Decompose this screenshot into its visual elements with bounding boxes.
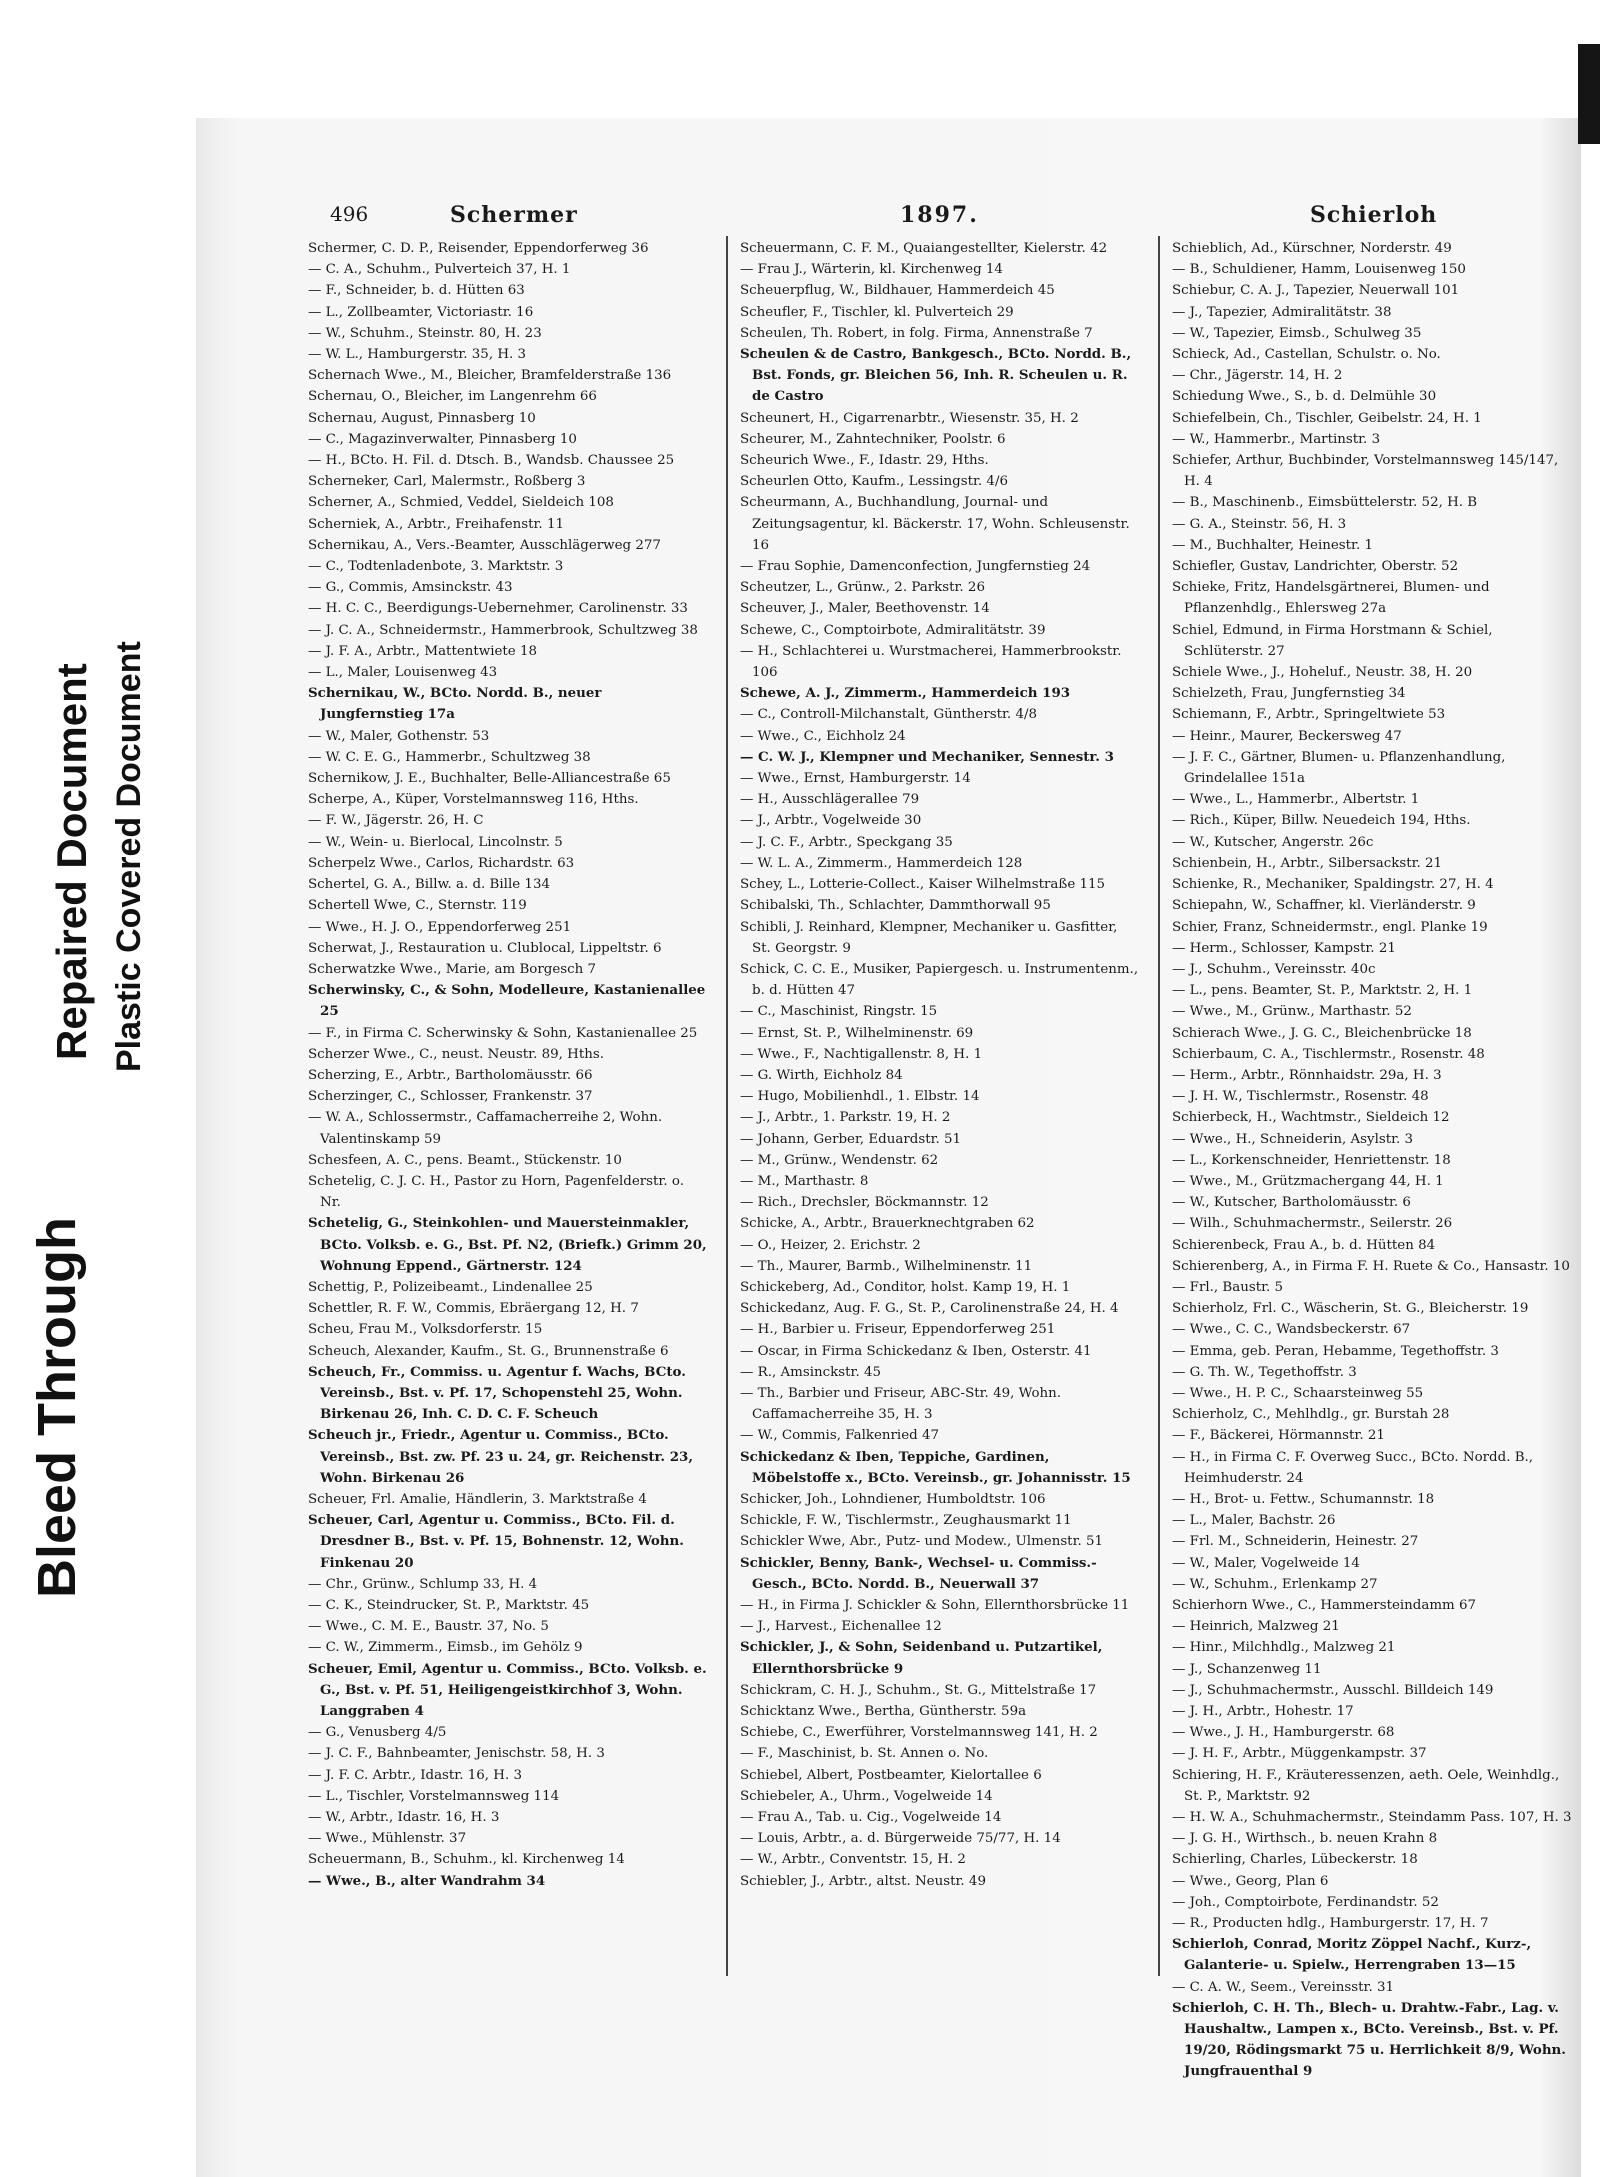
- directory-entry: Schermer, C. D. P., Reisender, Eppendorferweg 36: [308, 241, 649, 256]
- directory-entry: — J. C. A., Schneidermstr., Hammerbrook, Schultzweg 38: [308, 622, 698, 638]
- directory-entry: Schiepahn, W., Schaffner, kl. Vierländerstr. 9: [1172, 898, 1476, 914]
- directory-entry: Schiering, H. F., Kräuteressenzen, aeth. Oele, Weinhdlg., St. P., Marktstr. 92: [1172, 1767, 1560, 1804]
- directory-entry: Schiefler, Gustav, Landrichter, Oberstr. 52: [1172, 559, 1459, 575]
- directory-entry: — H., Schlachterei u. Wurstmacherei, Hammerbrookstr. 106: [740, 643, 1122, 681]
- directory-entry: — Emma, geb. Peran, Hebamme, Tegethoffstr. 3: [1172, 1343, 1499, 1359]
- directory-entry: Scheu, Frau M., Volksdorferstr. 15: [308, 1322, 543, 1338]
- directory-entry: — L., Zollbeamter, Victoriastr. 16: [308, 304, 534, 320]
- directory-entry: — Hinr., Milchhdlg., Malzweg 21: [1172, 1640, 1396, 1656]
- directory-entry: — Wwe., Mühlenstr. 37: [308, 1831, 467, 1847]
- directory-entry: Schicker, Joh., Lohndiener, Humboldtstr. 106: [740, 1491, 1046, 1507]
- directory-entry: — W., Hammerbr., Martinstr. 3: [1172, 431, 1381, 447]
- stamp-plastic-covered-document: Plastic Covered Document: [110, 641, 148, 1072]
- directory-entry: — L., Maler, Louisenweg 43: [308, 665, 498, 681]
- directory-entry: — W. C. E. G., Hammerbr., Schultzweg 38: [308, 749, 591, 765]
- directory-page: [210, 196, 1580, 2146]
- directory-entry: Schierenbeck, Frau A., b. d. Hütten 84: [1172, 1237, 1436, 1253]
- directory-entry: Schickedanz, Aug. F. G., St. P., Carolinenstraße 24, H. 4: [740, 1301, 1119, 1317]
- directory-entry: Schewe, A. J., Zimmerm., Hammerdeich 193: [740, 685, 1071, 702]
- directory-entry: — Wwe., F., Nachtigallenstr. 8, H. 1: [740, 1046, 983, 1062]
- directory-entry: — F., in Firma C. Scherwinsky & Sohn, Kastanienallee 25: [308, 1025, 698, 1041]
- directory-entry: Schierach Wwe., J. G. C., Bleichenbrücke 18: [1172, 1025, 1472, 1041]
- directory-entry: Schiebe, C., Ewerführer, Vorstelmannsweg 141, H. 2: [740, 1725, 1098, 1741]
- directory-entry: — G. A., Steinstr. 56, H. 3: [1172, 516, 1347, 532]
- directory-entry: — H. C. C., Beerdigungs-Uebernehmer, Carolinenstr. 33: [308, 601, 688, 617]
- directory-entry: — Frl. M., Schneiderin, Heinestr. 27: [1172, 1534, 1419, 1550]
- page-number: 496: [330, 202, 369, 226]
- directory-entry: — Heinrich, Malzweg 21: [1172, 1619, 1340, 1635]
- column-rule: [726, 236, 728, 1976]
- directory-entry: Scheuerpflug, W., Bildhauer, Hammerdeich 45: [740, 283, 1055, 299]
- directory-entry: — Herm., Arbtr., Rönnhaidstr. 29a, H. 3: [1172, 1067, 1442, 1083]
- directory-entry: — H., Barbier u. Friseur, Eppendorferweg 251: [740, 1322, 1056, 1338]
- column-rule: [1158, 236, 1160, 1976]
- directory-entry: — W., Schuhm., Erlenkamp 27: [1172, 1576, 1378, 1592]
- directory-column-2: [740, 238, 1140, 1998]
- directory-entry: Schickedanz & Iben, Teppiche, Gardinen, Möbelstoffe x., BCto. Vereinsb., gr. Johannisstr. 15: [740, 1448, 1131, 1486]
- directory-entry: — Wwe., B., alter Wandrahm 34: [308, 1872, 546, 1889]
- directory-entry: — Th., Barbier und Friseur, ABC-Str. 49, Wohn. Caffamacherreihe 35, H. 3: [740, 1385, 1062, 1423]
- directory-entry: — M., Marthastr. 8: [740, 1173, 869, 1189]
- stamp-repaired-document: Repaired Document: [48, 663, 95, 1060]
- directory-entry: — Frau J., Wärterin, kl. Kirchenweg 14: [740, 262, 1003, 278]
- directory-entry: Schieke, Fritz, Handelsgärtnerei, Blumen- und Pflanzenhdlg., Ehlersweg 27a: [1172, 580, 1490, 617]
- directory-entry: — L., pens. Beamter, St. P., Marktstr. 2, H. 1: [1172, 983, 1473, 999]
- directory-entry: — Joh., Comptoirbote, Ferdinandstr. 52: [1172, 1894, 1439, 1910]
- directory-entry: — L., Maler, Bachstr. 26: [1172, 1513, 1336, 1529]
- directory-entry: — W., Schuhm., Steinstr. 80, H. 23: [308, 325, 542, 341]
- directory-entry: — Rich., Küper, Billw. Neuedeich 194, Hths.: [1172, 813, 1471, 829]
- directory-entry: — H., BCto. H. Fil. d. Dtsch. B., Wandsb. Chaussee 25: [308, 453, 675, 469]
- directory-entry: Scherniek, A., Arbtr., Freihafenstr. 11: [308, 516, 564, 532]
- directory-entry: Scherneker, Carl, Malermstr., Roßberg 3: [308, 474, 586, 490]
- directory-entry: — Heinr., Maurer, Beckersweg 47: [1172, 728, 1402, 744]
- directory-entry: — Wwe., H. J. O., Eppendorferweg 251: [308, 919, 572, 935]
- directory-entry: — Wwe., C., Eichholz 24: [740, 728, 906, 744]
- directory-entry: Schierloh, C. H. Th., Blech- u. Drahtw.-Fabr., Lag. v. Haushaltw., Lampen x., BCto. Vereinsb., Bst. v. Pf. 19/20, Rödingsmarkt 75 u. Herrlichkeit 8/9, Wohn. Jungfrauenthal 9: [1172, 1999, 1566, 2080]
- directory-entry: — Th., Maurer, Barmb., Wilhelminenstr. 11: [740, 1258, 1033, 1274]
- head-right-title: Schierloh: [1310, 202, 1438, 228]
- directory-entry: — W., Arbtr., Idastr. 16, H. 3: [308, 1810, 500, 1826]
- directory-entry: — J. H. F., Arbtr., Müggenkampstr. 37: [1172, 1746, 1427, 1762]
- directory-entry: Schielzeth, Frau, Jungfernstieg 34: [1172, 686, 1406, 702]
- directory-entry: — R., Amsinckstr. 45: [740, 1364, 881, 1380]
- directory-entry: — W., Maler, Vogelweide 14: [1172, 1555, 1360, 1571]
- directory-entry: — Wilh., Schuhmachermstr., Seilerstr. 26: [1172, 1216, 1453, 1232]
- directory-entry: Scheulen & de Castro, Bankgesch., BCto. Nordd. B., Bst. Fonds, gr. Bleichen 56, Inh. R. Scheulen u. R. de Castro: [740, 346, 1132, 405]
- directory-entry: Scheuer, Carl, Agentur u. Commiss., BCto. Fil. d. Dresdner B., Bst. v. Pf. 15, Bohnenstr. 12, Wohn. Finkenau 20: [308, 1512, 684, 1571]
- directory-entry: — F., Maschinist, b. St. Annen o. No.: [740, 1746, 989, 1762]
- directory-entry: — Frau Sophie, Damenconfection, Jungfernstieg 24: [740, 559, 1091, 575]
- directory-entry: Schertell Wwe, C., Sternstr. 119: [308, 898, 527, 914]
- directory-entry: Scheuch, Alexander, Kaufm., St. G., Brunnenstraße 6: [308, 1343, 669, 1359]
- directory-entry: Schiemann, F., Arbtr., Springeltwiete 53: [1172, 707, 1446, 723]
- directory-entry: — J. F. A., Arbtr., Mattentwiete 18: [308, 643, 538, 659]
- directory-entry: Schierhorn Wwe., C., Hammersteindamm 67: [1172, 1598, 1477, 1613]
- directory-entry: Schickle, F. W., Tischlermstr., Zeughausmarkt 11: [740, 1513, 1072, 1529]
- directory-entry: Scheunert, H., Cigarrenarbtr., Wiesenstr. 35, H. 2: [740, 410, 1079, 426]
- directory-entry: Scheuer, Emil, Agentur u. Commiss., BCto. Volksb. e. G., Bst. v. Pf. 51, Heiligengeistkirchhof 3, Wohn. Langgraben 4: [308, 1660, 707, 1720]
- directory-entry: — J. C. F., Bahnbeamter, Jenischstr. 58, H. 3: [308, 1746, 605, 1762]
- directory-entry: Schiefer, Arthur, Buchbinder, Vorstelmannsweg 145/147, H. 4: [1172, 453, 1559, 490]
- directory-entry: Schicktanz Wwe., Bertha, Güntherstr. 59a: [740, 1704, 1027, 1720]
- directory-entry: — Wwe., H., Schneiderin, Asylstr. 3: [1172, 1131, 1414, 1147]
- directory-entry: — F. W., Jägerstr. 26, H. C: [308, 813, 484, 829]
- directory-entry: Schernikau, A., Vers.-Beamter, Ausschlägerweg 277: [308, 537, 661, 553]
- directory-entry: — Wwe., M., Grünw., Marthastr. 52: [1172, 1004, 1412, 1020]
- directory-entry: — J. F. C., Gärtner, Blumen- u. Pflanzenhandlung, Grindelallee 151a: [1172, 749, 1506, 787]
- directory-entry: Scherwat, J., Restauration u. Clublocal, Lippeltstr. 6: [308, 940, 662, 956]
- directory-entry: — J. H. W., Tischlermstr., Rosenstr. 48: [1172, 1089, 1429, 1105]
- directory-entry: — W. L. A., Zimmerm., Hammerdeich 128: [740, 855, 1023, 871]
- directory-entry: Schiedung Wwe., S., b. d. Delmühle 30: [1172, 389, 1437, 405]
- stamp-bleed-through: Bleed Through: [27, 1217, 87, 1598]
- directory-entry: — W., Kutscher, Angerstr. 26c: [1172, 834, 1374, 850]
- directory-entry: — M., Grünw., Wendenstr. 62: [740, 1152, 939, 1168]
- directory-entry: — Chr., Jägerstr. 14, H. 2: [1172, 368, 1343, 384]
- directory-entry: Schiele Wwe., J., Hoheluf., Neustr. 38, H. 20: [1172, 665, 1473, 681]
- directory-entry: — Wwe., J. H., Hamburgerstr. 68: [1172, 1725, 1395, 1741]
- directory-entry: — R., Producten hdlg., Hamburgerstr. 17, H. 7: [1172, 1916, 1489, 1932]
- directory-entry: — Wwe., M., Grützmachergang 44, H. 1: [1172, 1173, 1444, 1189]
- directory-entry: — C. A. W., Seem., Vereinsstr. 31: [1172, 1979, 1394, 1995]
- directory-entry: Schetelig, G., Steinkohlen- und Mauersteinmakler, BCto. Volksb. e. G., Bst. Pf. N2, (Briefk.) Grimm 20, Wohnung Eppend., Gärtnerstr. 124: [308, 1215, 707, 1274]
- directory-entry: — W., Wein- u. Bierlocal, Lincolnstr. 5: [308, 834, 563, 850]
- directory-entry: Schiebler, J., Arbtr., altst. Neustr. 49: [740, 1873, 986, 1889]
- directory-entry: — J., Tapezier, Admiralitätstr. 38: [1172, 304, 1392, 320]
- directory-entry: — Herm., Schlosser, Kampstr. 21: [1172, 940, 1396, 956]
- directory-entry: — Chr., Grünw., Schlump 33, H. 4: [308, 1576, 538, 1592]
- directory-entry: Schickler Wwe, Abr., Putz- und Modew., Ulmenstr. 51: [740, 1534, 1104, 1550]
- directory-entry: — G. Th. W., Tegethoffstr. 3: [1172, 1364, 1357, 1380]
- directory-entry: Schibalski, Th., Schlachter, Dammthorwall 95: [740, 898, 1051, 914]
- directory-entry: — G., Commis, Amsinckstr. 43: [308, 580, 513, 596]
- directory-entry: — Wwe., C. M. E., Baustr. 37, No. 5: [308, 1619, 549, 1635]
- directory-entry: — H., in Firma C. F. Overweg Succ., BCto. Nordd. B., Heimhuderstr. 24: [1172, 1449, 1534, 1486]
- directory-entry: — J. H., Arbtr., Hohestr. 17: [1172, 1704, 1354, 1720]
- directory-entry: — J., Arbtr., 1. Parkstr. 19, H. 2: [740, 1110, 951, 1126]
- directory-entry: Schicke, A., Arbtr., Brauerknechtgraben 62: [740, 1216, 1035, 1232]
- directory-entry: — W., Commis, Falkenried 47: [740, 1428, 939, 1444]
- directory-entry: Schiefelbein, Ch., Tischler, Geibelstr. 24, H. 1: [1172, 410, 1482, 426]
- directory-entry: Scherpe, A., Küper, Vorstelmannsweg 116, Hths.: [308, 792, 639, 808]
- directory-entry: — Wwe., C. C., Wandsbeckerstr. 67: [1172, 1322, 1411, 1338]
- directory-entry: — H., in Firma J. Schickler & Sohn, Ellernthorsbrücke 11: [740, 1598, 1130, 1613]
- directory-entry: Schier, Franz, Schneidermstr., engl. Planke 19: [1172, 919, 1488, 935]
- directory-entry: Schernach Wwe., M., Bleicher, Bramfelderstraße 136: [308, 368, 672, 384]
- directory-entry: — Frau A., Tab. u. Cig., Vogelweide 14: [740, 1810, 1002, 1826]
- directory-entry: — F., Schneider, b. d. Hütten 63: [308, 283, 525, 299]
- directory-entry: Scheutzer, L., Grünw., 2. Parkstr. 26: [740, 580, 985, 596]
- running-head: [210, 196, 1580, 232]
- directory-entry: Schierloh, Conrad, Moritz Zöppel Nachf., Kurz-, Galanterie- u. Spielw., Herrengraben 13—15: [1172, 1936, 1532, 1974]
- directory-entry: — M., Buchhalter, Heinestr. 1: [1172, 537, 1374, 553]
- directory-entry: — Oscar, in Firma Schickedanz & Iben, Osterstr. 41: [740, 1343, 1092, 1359]
- directory-entry: Schierholz, C., Mehlhdlg., gr. Burstah 28: [1172, 1407, 1450, 1423]
- directory-entry: — H., Ausschlägerallee 79: [740, 792, 920, 808]
- directory-entry: Schickler, Benny, Bank-, Wechsel- u. Commiss.-Gesch., BCto. Nordd. B., Neuerwall 37: [740, 1554, 1097, 1592]
- directory-entry: Schickram, C. H. J., Schuhm., St. G., Mittelstraße 17: [740, 1682, 1097, 1698]
- directory-entry: — W. A., Schlossermstr., Caffamacherreihe 2, Wohn. Valentinskamp 59: [308, 1110, 663, 1147]
- directory-entry: Scheufler, F., Tischler, kl. Pulverteich 29: [740, 304, 1014, 320]
- directory-entry: Scheuermann, C. F. M., Quaiangestellter, Kielerstr. 42: [740, 241, 1108, 256]
- directory-entry: Schierbaum, C. A., Tischlermstr., Rosenstr. 48: [1172, 1046, 1485, 1062]
- directory-entry: Schieck, Ad., Castellan, Schulstr. o. No.: [1172, 347, 1441, 363]
- directory-entry: — J. F. C. Arbtr., Idastr. 16, H. 3: [308, 1767, 523, 1783]
- directory-entry: Schesfeen, A. C., pens. Beamt., Stückenstr. 10: [308, 1152, 622, 1168]
- directory-entry: Scherzing, E., Arbtr., Bartholomäusstr. 66: [308, 1067, 593, 1083]
- directory-entry: — J., Arbtr., Vogelweide 30: [740, 813, 922, 829]
- directory-entry: Scheuer, Frl. Amalie, Händlerin, 3. Marktstraße 4: [308, 1491, 647, 1507]
- directory-entry: Scheurlen Otto, Kaufm., Lessingstr. 4/6: [740, 474, 1008, 490]
- directory-entry: — Louis, Arbtr., a. d. Bürgerweide 75/77, H. 14: [740, 1831, 1061, 1847]
- directory-entry: Schiel, Edmund, in Firma Horstmann & Schiel, Schlüterstr. 27: [1172, 622, 1493, 659]
- directory-entry: — H. W. A., Schuhmachermstr., Steindamm Pass. 107, H. 3: [1172, 1810, 1572, 1826]
- directory-entry: Scherwinsky, C., & Sohn, Modelleure, Kastanienallee 25: [308, 982, 706, 1020]
- directory-entry: — C., Todtenladenbote, 3. Marktstr. 3: [308, 559, 564, 575]
- directory-entry: — W., Maler, Gothenstr. 53: [308, 728, 490, 744]
- directory-entry: — L., Korkenschneider, Henriettenstr. 18: [1172, 1152, 1451, 1168]
- directory-entry: Scheuch jr., Friedr., Agentur u. Commiss., BCto. Vereinsb., Bst. zw. Pf. 23 u. 24, gr. Reichenstr. 23, Wohn. Birkenau 26: [308, 1427, 693, 1486]
- directory-entry: Schernikow, J. E., Buchhalter, Belle-Alliancestraße 65: [308, 771, 671, 787]
- directory-entry: — J., Harvest., Eichenallee 12: [740, 1619, 942, 1635]
- directory-entry: Schewe, C., Comptoirbote, Admiralitätstr. 39: [740, 622, 1046, 638]
- directory-entry: — G. Wirth, Eichholz 84: [740, 1067, 903, 1083]
- directory-entry: Schienke, R., Mechaniker, Spaldingstr. 27, H. 4: [1172, 877, 1494, 893]
- directory-entry: Schernikau, W., BCto. Nordd. B., neuer Jungfernstieg 17a: [308, 685, 602, 723]
- directory-entry: — J., Schuhmachermstr., Ausschl. Billdeich 149: [1172, 1682, 1494, 1698]
- directory-entry: Schierbeck, H., Wachtmstr., Sieldeich 12: [1172, 1110, 1450, 1126]
- directory-entry: — F., Bäckerei, Hörmannstr. 21: [1172, 1428, 1385, 1444]
- directory-entry: — Wwe., Georg, Plan 6: [1172, 1873, 1329, 1889]
- directory-entry: Schierenberg, A., in Firma F. H. Ruete & Co., Hansastr. 10: [1172, 1258, 1570, 1274]
- directory-entry: Scherzinger, C., Schlosser, Frankenstr. 37: [308, 1089, 593, 1105]
- directory-entry: — Wwe., Ernst, Hamburgerstr. 14: [740, 771, 971, 787]
- directory-entry: — Rich., Drechsler, Böckmannstr. 12: [740, 1195, 989, 1211]
- directory-column-3: [1172, 238, 1572, 2080]
- directory-entry: — C. W., Zimmerm., Eimsb., im Gehölz 9: [308, 1640, 583, 1656]
- directory-entry: Schernau, August, Pinnasberg 10: [308, 410, 536, 426]
- directory-entry: — W. L., Hamburgerstr. 35, H. 3: [308, 347, 527, 363]
- directory-entry: Scheuch, Fr., Commiss. u. Agentur f. Wachs, BCto. Vereinsb., Bst. v. Pf. 17, Schopenstehl 25, Wohn. Birkenau 26, Inh. C. D. C. F. Scheuch: [308, 1363, 686, 1423]
- directory-entry: Scherwatzke Wwe., Marie, am Borgesch 7: [308, 961, 597, 977]
- directory-entry: Scheuver, J., Maler, Beethovenstr. 14: [740, 601, 990, 617]
- directory-entry: Scheuermann, B., Schuhm., kl. Kirchenweg 14: [308, 1852, 625, 1868]
- scan-edge-mark: [1578, 44, 1600, 144]
- directory-entry: — W., Tapezier, Eimsb., Schulweg 35: [1172, 325, 1422, 341]
- directory-entry: Schibli, J. Reinhard, Klempner, Mechaniker u. Gasfitter, St. Georgstr. 9: [740, 919, 1118, 956]
- directory-entry: Schiebel, Albert, Postbeamter, Kielortallee 6: [740, 1767, 1042, 1783]
- directory-entry: Scheulen, Th. Robert, in folg. Firma, Annenstraße 7: [740, 325, 1093, 341]
- directory-entry: — Hugo, Mobilienhdl., 1. Elbstr. 14: [740, 1089, 980, 1105]
- directory-entry: Schiebur, C. A. J., Tapezier, Neuerwall 101: [1172, 283, 1460, 299]
- directory-entry: — C., Magazinverwalter, Pinnasberg 10: [308, 431, 577, 447]
- directory-entry: — J. C. F., Arbtr., Speckgang 35: [740, 834, 953, 850]
- directory-entry: Scheurich Wwe., F., Idastr. 29, Hths.: [740, 453, 989, 469]
- directory-entry: — J., Schanzenweg 11: [1172, 1661, 1322, 1677]
- directory-entry: Schetelig, C. J. C. H., Pastor zu Horn, Pagenfelderstr. o. Nr.: [308, 1173, 684, 1211]
- directory-entry: — O., Heizer, 2. Erichstr. 2: [740, 1237, 921, 1253]
- directory-entry: Scheurer, M., Zahntechniker, Poolstr. 6: [740, 431, 1006, 447]
- directory-entry: — W., Arbtr., Conventstr. 15, H. 2: [740, 1852, 966, 1868]
- directory-entry: — C., Maschinist, Ringstr. 15: [740, 1004, 938, 1020]
- head-year: 1897.: [900, 202, 979, 228]
- directory-entry: — Ernst, St. P., Wilhelminenstr. 69: [740, 1025, 974, 1041]
- directory-entry: Schickeberg, Ad., Conditor, holst. Kamp 19, H. 1: [740, 1279, 1071, 1295]
- directory-entry: — G., Venusberg 4/5: [308, 1725, 447, 1741]
- directory-entry: — W., Kutscher, Bartholomäusstr. 6: [1172, 1195, 1411, 1211]
- directory-entry: Schertel, G. A., Billw. a. d. Bille 134: [308, 877, 550, 893]
- directory-entry: Scheurmann, A., Buchhandlung, Journal- und Zeitungsagentur, kl. Bäckerstr. 17, Wohn. Schleusenstr. 16: [740, 495, 1130, 553]
- directory-entry: Schickler, J., & Sohn, Seidenband u. Putzartikel, Ellernthorsbrücke 9: [740, 1639, 1103, 1677]
- directory-entry: Schienbein, H., Arbtr., Silbersackstr. 21: [1172, 855, 1443, 871]
- directory-entry: Schernau, O., Bleicher, im Langenrehm 66: [308, 389, 597, 405]
- directory-entry: — H., Brot- u. Fettw., Schumannstr. 18: [1172, 1491, 1435, 1507]
- directory-entry: Scherner, A., Schmied, Veddel, Sieldeich 108: [308, 495, 614, 511]
- head-left-title: Schermer: [450, 202, 578, 228]
- directory-column-1: [308, 238, 708, 1998]
- directory-entry: Schiebeler, A., Uhrm., Vogelweide 14: [740, 1788, 993, 1804]
- directory-entry: Schierholz, Frl. C., Wäscherin, St. G., Bleicherstr. 19: [1172, 1301, 1529, 1317]
- directory-entry: — B., Schuldiener, Hamm, Louisenweg 150: [1172, 262, 1466, 278]
- directory-entry: — B., Maschinenb., Eimsbüttelerstr. 52, H. B: [1172, 495, 1478, 511]
- directory-entry: Schieblich, Ad., Kürschner, Norderstr. 49: [1172, 241, 1452, 256]
- directory-entry: — L., Tischler, Vorstelmannsweg 114: [308, 1788, 560, 1804]
- directory-entry: — C. A., Schuhm., Pulverteich 37, H. 1: [308, 262, 571, 278]
- directory-entry: — C. W. J., Klempner und Mechaniker, Sennestr. 3: [740, 748, 1114, 765]
- directory-entry: — Wwe., L., Hammerbr., Albertstr. 1: [1172, 792, 1420, 808]
- directory-entry: Schey, L., Lotterie-Collect., Kaiser Wilhelmstraße 115: [740, 877, 1106, 893]
- directory-entry: Scherzer Wwe., C., neust. Neustr. 89, Hths.: [308, 1046, 604, 1062]
- directory-entry: Schierling, Charles, Lübeckerstr. 18: [1172, 1852, 1418, 1868]
- directory-entry: — C. K., Steindrucker, St. P., Marktstr. 45: [308, 1598, 590, 1613]
- directory-entry: Schick, C. C. E., Musiker, Papiergesch. u. Instrumentenm., b. d. Hütten 47: [740, 961, 1139, 999]
- directory-entry: — C., Controll-Milchanstalt, Güntherstr. 4/8: [740, 707, 1037, 723]
- directory-entry: Schettig, P., Polizeibeamt., Lindenallee 25: [308, 1279, 593, 1295]
- directory-entry: — Wwe., H. P. C., Schaarsteinweg 55: [1172, 1385, 1424, 1401]
- directory-entry: — J. G. H., Wirthsch., b. neuen Krahn 8: [1172, 1831, 1438, 1847]
- directory-entry: Scherpelz Wwe., Carlos, Richardstr. 63: [308, 855, 575, 871]
- directory-entry: — Johann, Gerber, Eduardstr. 51: [740, 1131, 962, 1147]
- directory-entry: Schettler, R. F. W., Commis, Ebräergang 12, H. 7: [308, 1301, 639, 1317]
- directory-entry: — J., Schuhm., Vereinsstr. 40c: [1172, 961, 1376, 977]
- directory-entry: — Frl., Baustr. 5: [1172, 1279, 1284, 1295]
